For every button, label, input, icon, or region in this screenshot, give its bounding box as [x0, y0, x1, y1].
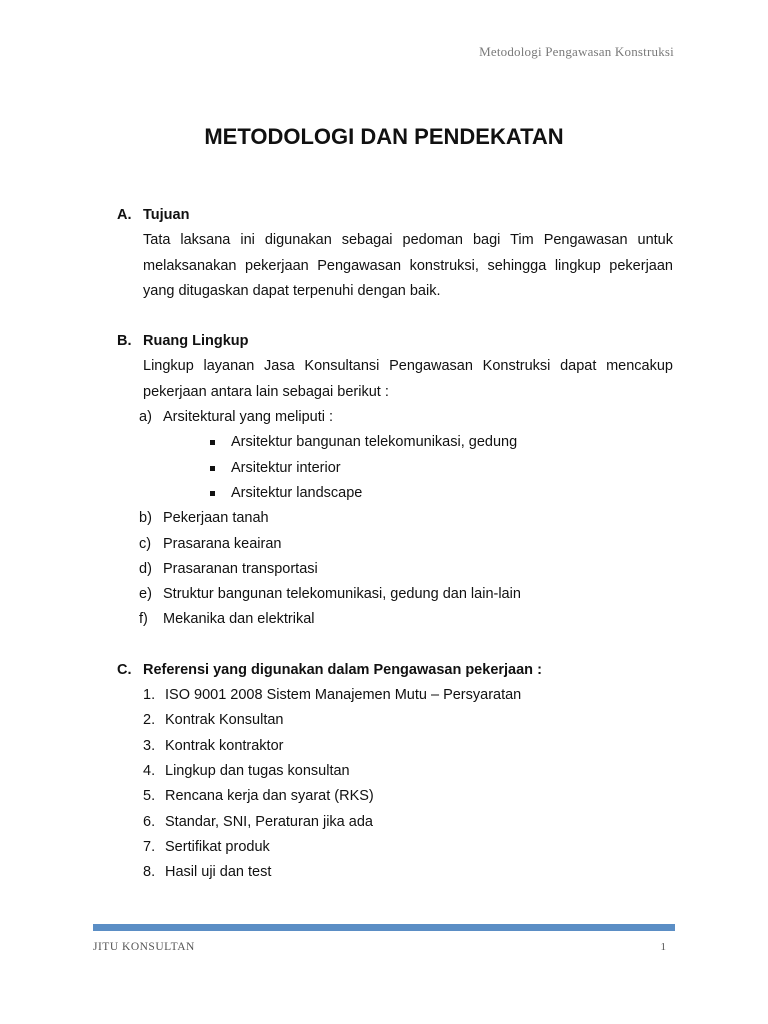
bullet-item	[117, 481, 673, 506]
list-text: ISO 9001 2008 Sistem Manajemen Mutu – Persyaratan	[165, 687, 522, 704]
list-item	[117, 532, 673, 557]
section-heading	[117, 203, 673, 228]
document-body	[117, 203, 673, 885]
list-number: 4.	[143, 762, 156, 779]
list-marker: c)	[139, 535, 152, 552]
square-bullet-icon	[207, 456, 231, 481]
list-text: Kontrak Konsultan	[165, 712, 284, 729]
list-item	[143, 683, 673, 708]
list-item	[117, 582, 673, 607]
list-item	[143, 734, 673, 759]
list-number: 6.	[143, 813, 156, 830]
section-b	[117, 329, 673, 633]
list-marker: f)	[139, 611, 148, 628]
list-number: 3.	[143, 737, 156, 754]
list-marker: b)	[139, 510, 152, 527]
square-bullet-icon	[207, 481, 231, 506]
running-header: Metodologi Pengawasan Konstruksi	[479, 44, 674, 59]
section-a	[117, 203, 673, 304]
list-number: 1.	[143, 687, 156, 704]
list-text: Struktur bangunan telekomunikasi, gedung dan lain-lain	[163, 586, 521, 603]
page-number: 1	[660, 941, 666, 953]
footer-divider	[93, 924, 675, 931]
list-marker: d)	[139, 560, 152, 577]
page-title: METODOLOGI DAN PENDEKATAN	[204, 124, 564, 149]
list-number: 2.	[143, 712, 156, 729]
list-text: Arsitektural yang meliputi :	[163, 409, 334, 426]
list-item	[117, 506, 673, 531]
footer-company: JITU KONSULTAN	[93, 941, 195, 953]
list-item	[143, 860, 673, 885]
section-heading	[117, 329, 673, 354]
list-number: 8.	[143, 864, 156, 881]
list-text: Prasarana keairan	[163, 535, 282, 552]
list-item	[117, 607, 673, 632]
list-text: Sertifikat produk	[165, 838, 270, 855]
list-item	[143, 810, 673, 835]
list-text: Rencana kerja dan syarat (RKS)	[165, 788, 374, 805]
section-title: Tujuan	[143, 207, 190, 223]
square-bullet-icon	[207, 430, 231, 455]
bullet-text: Arsitektur landscape	[231, 484, 363, 501]
list-marker: e)	[139, 586, 152, 603]
list-marker: a)	[139, 409, 152, 426]
list-item	[117, 405, 673, 430]
section-letter: A.	[117, 207, 132, 223]
section-paragraph: Tata laksana ini digunakan sebagai pedoman bagi Tim Pengawasan untuk melaksanakan pekerjaan Pengawasan konstruksi, sehingga lingkup pekerjaan yang ditugaskan dapat terpenuhi dengan baik.	[143, 232, 673, 299]
bullet-text: Arsitektur bangunan telekomunikasi, gedung	[231, 434, 518, 451]
bullet-item	[117, 430, 673, 455]
list-text: Pekerjaan tanah	[163, 510, 269, 527]
section-c	[117, 658, 673, 886]
list-text: Mekanika dan elektrikal	[163, 611, 315, 628]
list-number: 5.	[143, 788, 156, 805]
section-paragraph: Lingkup layanan Jasa Konsultansi Pengawasan Konstruksi dapat mencakup pekerjaan antara lain sebagai berikut :	[143, 358, 673, 400]
list-number: 7.	[143, 838, 156, 855]
section-title: Referensi yang digunakan dalam Pengawasan pekerjaan :	[143, 661, 542, 678]
list-item	[143, 759, 673, 784]
section-letter: B.	[117, 333, 132, 350]
numbered-list	[117, 683, 673, 885]
list-text: Standar, SNI, Peraturan jika ada	[165, 813, 373, 830]
section-title: Ruang Lingkup	[143, 333, 249, 350]
list-text: Kontrak kontraktor	[165, 737, 284, 754]
list-item	[117, 557, 673, 582]
section-heading	[117, 658, 673, 683]
bullet-text: Arsitektur interior	[231, 459, 341, 476]
list-item	[143, 835, 673, 860]
section-letter: C.	[117, 661, 132, 678]
list-text: Lingkup dan tugas konsultan	[165, 762, 350, 779]
list-item	[143, 708, 673, 733]
list-text: Hasil uji dan test	[165, 864, 272, 881]
list-text: Prasaranan transportasi	[163, 560, 318, 577]
list-item	[143, 784, 673, 809]
bullet-item	[117, 456, 673, 481]
